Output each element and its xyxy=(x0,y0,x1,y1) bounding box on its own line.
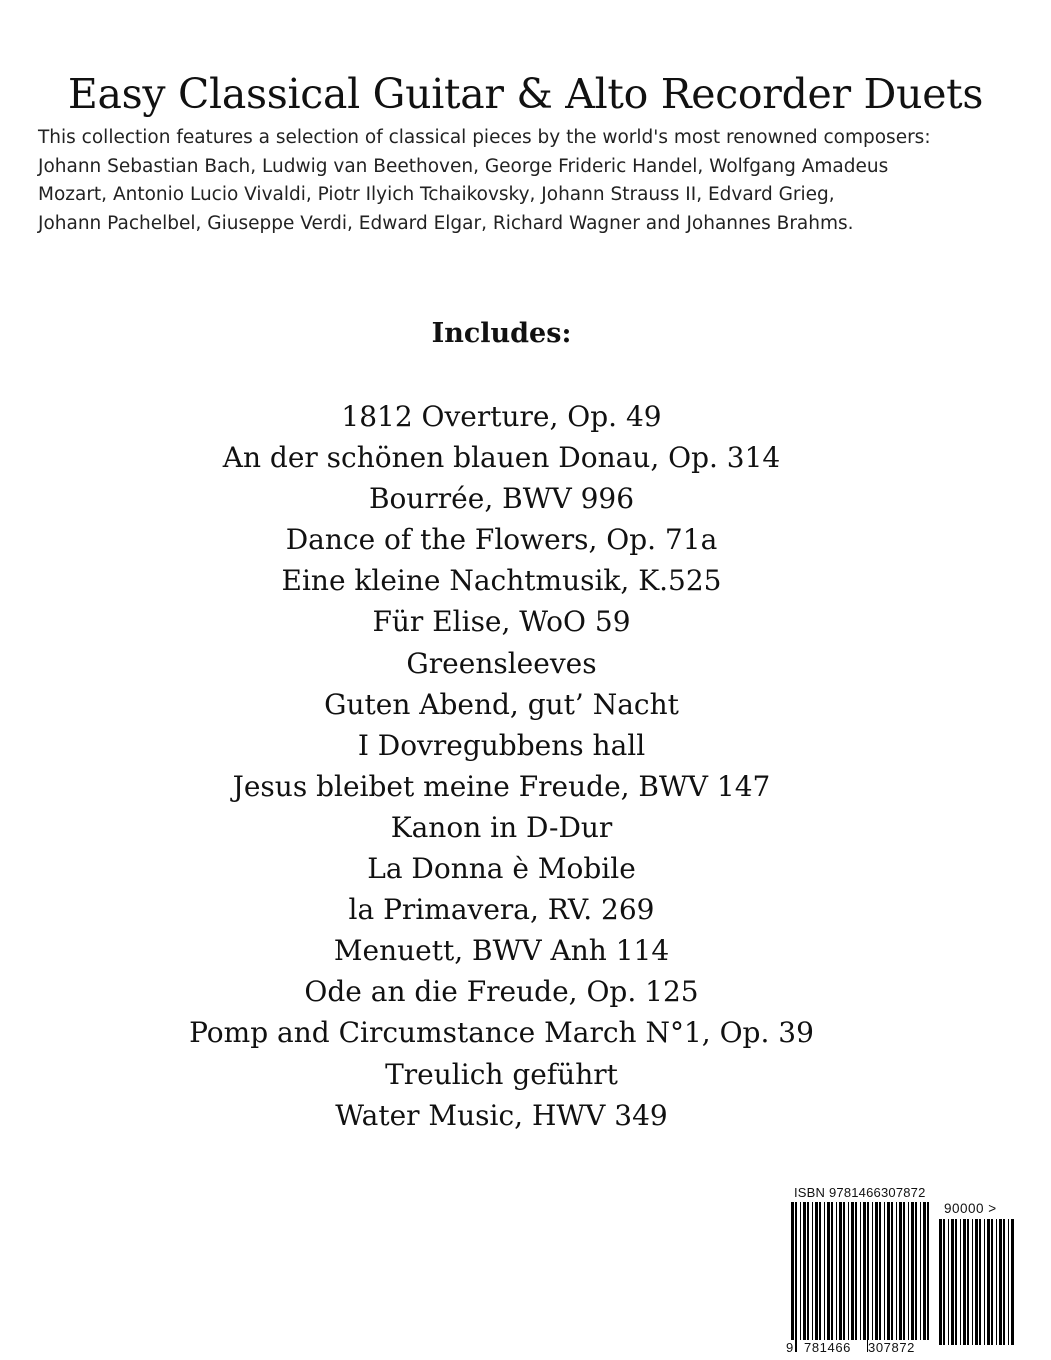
barcode-bar xyxy=(1008,1219,1009,1345)
barcode-bar xyxy=(1003,1219,1005,1345)
barcode-bar xyxy=(795,1202,797,1352)
barcode-bar xyxy=(836,1202,837,1340)
intro-line: Johann Sebastian Bach, Ludwig van Beethoven, George Frideric Handel, Wolfgang Amadeus xyxy=(38,155,889,177)
barcode-digits-left: 781466 xyxy=(804,1340,851,1355)
includes-heading: Includes: xyxy=(431,318,572,349)
piece-item: Greensleeves xyxy=(406,646,597,680)
barcode-bar xyxy=(863,1202,866,1340)
piece-item: Bourrée, BWV 996 xyxy=(368,482,635,516)
piece-item: La Donna è Mobile xyxy=(367,852,636,886)
addon-barcode-bars xyxy=(938,1219,1014,1357)
price-addon-label: 90000 > xyxy=(944,1201,997,1216)
barcode-bar xyxy=(939,1219,942,1345)
piece-item: Treulich geführt xyxy=(385,1057,618,1091)
barcode-bar xyxy=(824,1202,825,1340)
barcode-bar xyxy=(927,1202,929,1340)
barcode-bar xyxy=(807,1202,809,1340)
barcode-bar xyxy=(899,1202,902,1340)
barcode-bar xyxy=(884,1202,885,1340)
barcode-bar xyxy=(967,1219,969,1345)
barcode-bar xyxy=(839,1202,842,1340)
barcode-digit-first: 9 xyxy=(786,1340,794,1355)
barcode-bar xyxy=(800,1202,801,1340)
barcode-bar xyxy=(920,1202,921,1340)
barcode-bar xyxy=(887,1202,890,1340)
barcode-bar xyxy=(803,1202,806,1340)
intro-line: This collection features a selection of classical pieces by the world's most renowned composers: xyxy=(38,127,931,148)
barcode-bar xyxy=(827,1202,830,1340)
barcode-bar xyxy=(831,1202,833,1340)
piece-item: Water Music, HWV 349 xyxy=(335,1098,668,1132)
barcode-bar xyxy=(872,1202,873,1352)
isbn-label: ISBN 9781466307872 xyxy=(794,1185,926,1200)
piece-item: Ode an die Freude, Op. 125 xyxy=(304,975,699,1009)
barcode-bar xyxy=(848,1202,849,1340)
barcode-bar xyxy=(991,1219,993,1345)
barcode-bar xyxy=(815,1202,818,1340)
barcode-bar xyxy=(979,1219,981,1345)
piece-item: 1812 Overture, Op. 49 xyxy=(341,400,662,433)
barcode-bars xyxy=(790,1202,934,1352)
barcode-bar xyxy=(791,1202,794,1352)
barcode-bar xyxy=(963,1219,966,1345)
piece-item: Dance of the Flowers, Op. 71a xyxy=(285,523,718,557)
barcode-bar xyxy=(867,1202,869,1352)
piece-item: Für Elise, WoO 59 xyxy=(372,605,631,639)
piece-item: Kanon in D-Dur xyxy=(390,810,613,844)
barcode-digits-right: 307872 xyxy=(868,1340,915,1355)
barcode-bar xyxy=(860,1202,861,1340)
barcode-bar xyxy=(875,1202,878,1340)
barcode-bar xyxy=(855,1202,857,1340)
barcode-bar xyxy=(984,1219,985,1345)
piece-item: Pomp and Circumstance March N°1, Op. 39 xyxy=(189,1016,814,1050)
barcode-bar xyxy=(911,1202,914,1340)
barcode-bar xyxy=(891,1202,893,1340)
barcode-bar xyxy=(1011,1219,1014,1345)
barcode-bar xyxy=(996,1219,997,1345)
barcode-bar xyxy=(812,1202,813,1340)
piece-item: Guten Abend, gut’ Nacht xyxy=(324,687,679,721)
intro-paragraph xyxy=(38,124,1028,238)
piece-item: Eine kleine Nachtmusik, K.525 xyxy=(281,564,722,598)
barcode-bar xyxy=(915,1202,917,1340)
barcode-bar xyxy=(943,1219,945,1345)
barcode-bar xyxy=(972,1219,973,1345)
barcode-bar xyxy=(851,1202,854,1340)
barcode-bar xyxy=(903,1202,905,1340)
barcode-bar xyxy=(960,1219,961,1345)
barcode-bar xyxy=(955,1219,957,1345)
piece-item: An der schönen blauen Donau, Op. 314 xyxy=(222,441,781,475)
intro-line: Johann Pachelbel, Giuseppe Verdi, Edward Elgar, Richard Wagner and Johannes Brahms. xyxy=(38,212,854,234)
barcode-bar xyxy=(975,1219,978,1345)
barcode-bar xyxy=(987,1219,990,1345)
isbn-barcode xyxy=(786,1185,1026,1357)
intro-line: Mozart, Antonio Lucio Vivaldi, Piotr Ilyich Tchaikovsky, Johann Strauss II, Edvard Grieg, xyxy=(38,184,835,205)
barcode-bar xyxy=(999,1219,1002,1345)
barcode-bar xyxy=(908,1202,909,1340)
barcode-bar xyxy=(948,1219,949,1345)
barcode-bar xyxy=(923,1202,926,1340)
barcode-bar xyxy=(819,1202,821,1340)
book-title: Easy Classical Guitar & Alto Recorder Duets xyxy=(67,70,984,118)
piece-item: la Primavera, RV. 269 xyxy=(348,893,655,927)
barcode-bar xyxy=(843,1202,845,1340)
piece-item: Menuett, BWV Anh 114 xyxy=(333,934,670,968)
barcode-bar xyxy=(879,1202,881,1340)
barcode-bar xyxy=(951,1219,954,1345)
piece-item: Jesus bleibet meine Freude, BWV 147 xyxy=(232,769,771,803)
barcode-bar xyxy=(896,1202,897,1340)
piece-item: I Dovregubbens hall xyxy=(357,728,646,762)
piece-list xyxy=(0,396,1003,1136)
